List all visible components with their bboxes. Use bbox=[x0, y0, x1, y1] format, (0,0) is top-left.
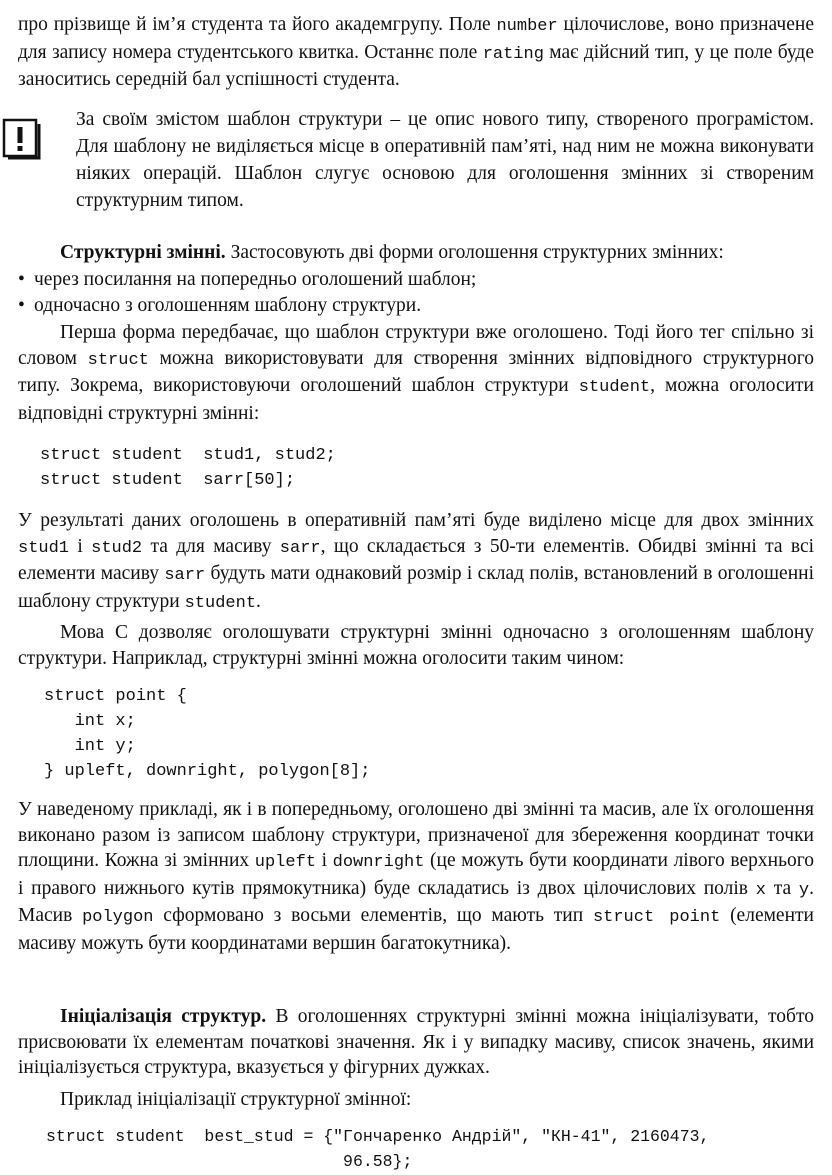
code-inline: struct bbox=[87, 350, 149, 370]
paragraph-init-example: Приклад ініціалізації структурної змінної: bbox=[60, 1089, 412, 1110]
code-inline: sarr bbox=[279, 538, 321, 558]
code-inline: upleft bbox=[254, 853, 316, 873]
list-item: • одночасно з оголошенням шаблону структури. bbox=[18, 295, 422, 316]
code-inline: student bbox=[184, 593, 257, 613]
list-item: • через посилання на попередньо оголошений шаблон; bbox=[18, 269, 477, 290]
exclamation-icon bbox=[2, 118, 42, 162]
code-line: struct student sarr[50]; bbox=[40, 471, 296, 490]
code-inline: polygon bbox=[82, 908, 154, 928]
note-text: За своїм змістом шаблон структури – це опис нового типу, створеного програмістом. Для шаблону не виділяється місце в оперативній пам’яті, над ним не можна виконувати ніяких операцій. Шаблон слугує основою для оголошення змінних зі створеним структурним типом. bbox=[76, 109, 814, 211]
code-inline: stud1 bbox=[18, 538, 70, 558]
section-heading: Структурні змінні. bbox=[60, 242, 226, 263]
code-inline: stud2 bbox=[91, 538, 143, 558]
paragraph-example-explanation: У наведеному прикладі, як і в попередньому, оголошено дві змінні та масив, але їх оголошення виконано разом із записом шаблону структури, призначеної для збереження координат точки площини. Кожна зі змінних upleft і downright (це можуть бути координати лівого верхнього і правого нижнього кутів прямокутника) буде складатись із двох цілочислових полів x та y. Масив polygon сформовано з восьми елементів, що мають тип struct point (елементи масиву можуть бути координатами вершин багатокутника). bbox=[18, 799, 814, 954]
code-line: int x; bbox=[44, 712, 136, 731]
section-initialization: Ініціалізація структур. В оголошеннях структурні змінні можна ініціалізувати, тобто присвоювати їх елементам початкові значення. Як і у випадку масиву, список значень, якими ініціалізується структура, вказується у фігурних дужках. bbox=[18, 1006, 814, 1079]
code-line: struct student stud1, stud2; bbox=[40, 446, 336, 465]
paragraph-first-form: Перша форма передбачає, що шаблон структури вже оголошено. Тоді його тег спільно зі словом struct можна використовувати для створення змінних відповідного структурного типу. Зокрема, використовуючи оголошений шаблон структури student, можна оголосити відповідні структурні змінні: bbox=[18, 322, 814, 424]
code-line: } upleft, downright, polygon[8]; bbox=[44, 762, 371, 781]
code-block-point-struct bbox=[44, 684, 370, 784]
section-heading: Ініціалізація структур. bbox=[60, 1006, 267, 1027]
code-inline: student bbox=[578, 378, 651, 398]
paragraph-result: У результаті даних оголошень в оперативній пам’яті буде виділено місце для двох змінних stud1 і stud2 та для масиву sarr, що складається з 50-ти елементів. Обидві змінні та всі елементи масиву sarr будуть мати однаковий розмір і склад полів, встановлений в оголошенні шаблону структури student. bbox=[18, 510, 815, 613]
paragraph-intro: про прізвище й ім’я студента та його академгрупу. Поле number цілочислове, воно призначене для запису номера студентського квитка. Останнє поле rating має дійсний тип, у це поле буде заноситись середній бал успішності студента. bbox=[18, 14, 814, 91]
code-line: struct point { bbox=[44, 687, 187, 706]
code-line: 96.58}; bbox=[46, 1152, 413, 1171]
code-inline: x bbox=[755, 880, 766, 900]
code-inline: number bbox=[496, 17, 558, 36]
code-block-initialization bbox=[46, 1124, 709, 1174]
code-inline: sarr bbox=[164, 566, 206, 586]
code-line: struct student best_stud = {"Гончаренко Андрій", "КН-41", 2160473, bbox=[46, 1127, 710, 1146]
code-inline: struct point bbox=[592, 908, 721, 928]
paragraph-second-form: Мова С дозволяє оголошувати структурні змінні одночасно з оголошенням шаблону структури. Наприклад, структурні змінні можна оголосити таким чином: bbox=[18, 622, 814, 669]
code-inline: downright bbox=[332, 853, 425, 873]
code-block-declarations bbox=[40, 443, 336, 493]
section-structural-variables: Структурні змінні. Застосовують дві форми оголошення структурних змінних: bbox=[60, 242, 724, 263]
code-inline: y bbox=[798, 880, 810, 900]
code-line: int y; bbox=[44, 737, 136, 756]
code-inline: rating bbox=[482, 44, 544, 64]
